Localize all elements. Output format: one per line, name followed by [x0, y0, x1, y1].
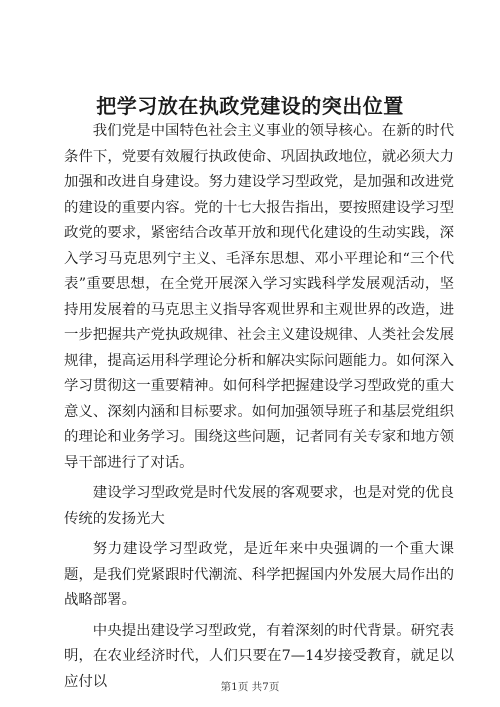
document-body	[64, 119, 454, 695]
paragraph-strategy: 努力建设学习型政党，是近年来中央强调的一个重大课题，是我们党紧跟时代潮流、科学把握国内外发展大局作出的战略部署。	[64, 541, 454, 608]
page-number-footer: 第1页 共7页	[220, 681, 280, 693]
paragraph-background: 中央提出建设学习型政党，有着深刻的时代背景。研究表明，在农业经济时代，人们只要在7—14岁接受教育，就足以应付以	[64, 622, 454, 690]
paragraph-intro: 我们党是中国特色社会主义事业的领导核心。在新的时代条件下，党要有效履行执政使命、巩固执政地位，就必须大力加强和改进自身建设。努力建设学习型政党，是加强和改进党的建设的重要内容。党的十七大报告指出，要按照建设学习型政党的要求，紧密结合改革开放和现代化建设的生动实践，深入学习马克思列宁主义、毛泽东思想、邓小平理论和“三个代表”重要思想，在全党开展深入学习实践科学发展观活动，坚持用发展着的马克思主义指导客观世界和主观世界的改造，进一步把握共产党执政规律、社会主义建设规律、人类社会发展规律，提高运用科学理论分析和解决实际问题能力。如何深入学习贯彻这一重要精神。如何科学把握建设学习型政党的重大意义、深刻内涵和目标要求。如何加强领导班子和基层党组织的理论和业务学习。围绕这些问题，记者同有关专家和地方领导干部进行了对话。	[64, 123, 454, 471]
document-title: 把学习放在执政党建设的突出位置	[96, 94, 404, 118]
paragraph-section-heading: 建设学习型政党是时代发展的客观要求，也是对党的优良传统的发扬光大	[64, 485, 454, 527]
